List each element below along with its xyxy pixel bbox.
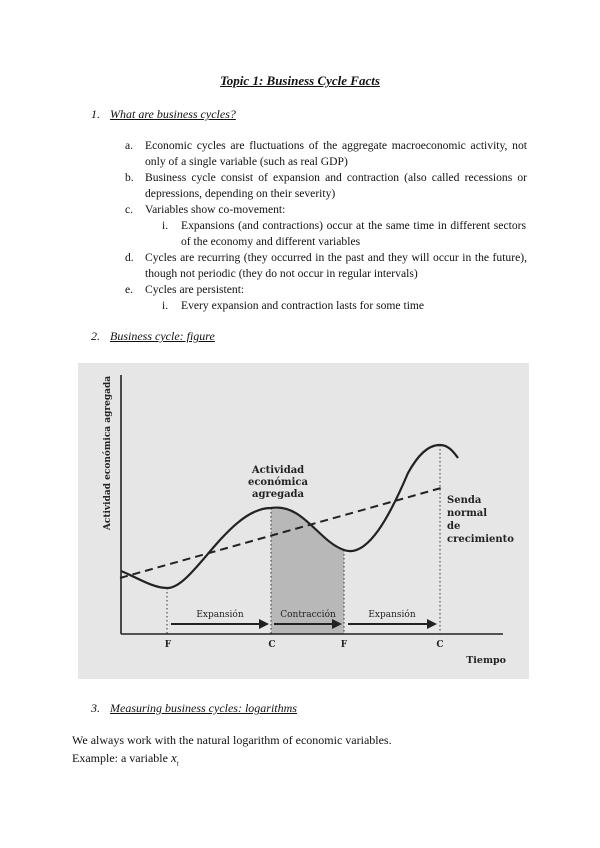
list-item-text: Every expansion and contraction lasts for some time <box>181 299 425 312</box>
list-marker: c. <box>125 203 134 216</box>
x-tick-label-trough-2: F <box>340 640 348 650</box>
curve-label-line-3: agregada <box>251 489 305 500</box>
trend-label-line-1: Senda <box>447 495 482 506</box>
x-tick-label-peak-2: C <box>436 640 444 650</box>
section-1-number: 1. <box>91 107 100 121</box>
list-marker: i. <box>162 299 169 312</box>
section-3-heading <box>91 701 411 717</box>
arrow-expansion-1 <box>171 619 269 629</box>
body-paragraph-1: We always work with the natural logarithm of economic variables. <box>72 733 392 747</box>
example-subscript: t <box>176 759 179 768</box>
trend-label-line-2: normal <box>447 508 488 519</box>
x-tick-label-peak-1: C <box>268 640 276 650</box>
section-3-title: Measuring business cycles: logarithms <box>110 701 297 715</box>
list-item-text: Expansions (and contractions) occur at the same time in different sectors of the economy and different variables <box>181 219 526 248</box>
trend-label-line-4: crecimiento <box>447 534 514 545</box>
list-marker: b. <box>125 171 134 184</box>
phase-label-contraction: Contracción <box>280 610 336 620</box>
curve-label-line-2: económica <box>247 477 309 488</box>
arrow-expansion-2 <box>348 619 437 629</box>
section-2-number: 2. <box>91 329 100 343</box>
list-item-text: Cycles are recurring (they occurred in the past and they will occur in the future), though not periodic (they do not occur in regular intervals) <box>145 251 527 280</box>
section-2-heading <box>91 329 391 345</box>
curve-label-line-1: Actividad <box>251 465 305 476</box>
list-marker: d. <box>125 251 134 264</box>
section-3-number: 3. <box>91 701 100 715</box>
list-marker: a. <box>125 139 134 152</box>
page-title: Topic 1: Business Cycle Facts <box>220 73 380 88</box>
phase-label-expansion-1: Expansión <box>196 610 244 620</box>
example-prefix: Example: a variable <box>72 751 171 765</box>
section-1-heading <box>91 107 391 123</box>
x-axis-label: Tiempo <box>466 655 506 666</box>
trend-label-line-3: de <box>447 521 461 532</box>
y-axis-label: Actividad económica agregada <box>103 375 113 531</box>
example-variable: x <box>170 750 177 765</box>
body-paragraph-2 <box>72 750 179 767</box>
business-cycle-figure <box>78 363 529 679</box>
phase-label-expansion-2: Expansión <box>368 610 416 620</box>
list-item-text: Cycles are persistent: <box>145 283 245 296</box>
list-marker: i. <box>162 219 169 232</box>
list-item-text: Economic cycles are fluctuations of the aggregate macroeconomic activity, not only of a single variable (such as real GDP) <box>145 139 527 168</box>
list-item-text: Business cycle consist of expansion and contraction (also called recessions or depressions, depending on their severity) <box>145 171 527 200</box>
x-tick-label-trough-1: F <box>164 640 172 650</box>
business-cycle-diagram <box>78 363 529 679</box>
list-item-text: Variables show co-movement: <box>145 203 286 216</box>
list-marker: e. <box>125 283 134 296</box>
section-2-title: Business cycle: figure <box>110 329 215 343</box>
section-1-title: What are business cycles? <box>110 107 236 121</box>
